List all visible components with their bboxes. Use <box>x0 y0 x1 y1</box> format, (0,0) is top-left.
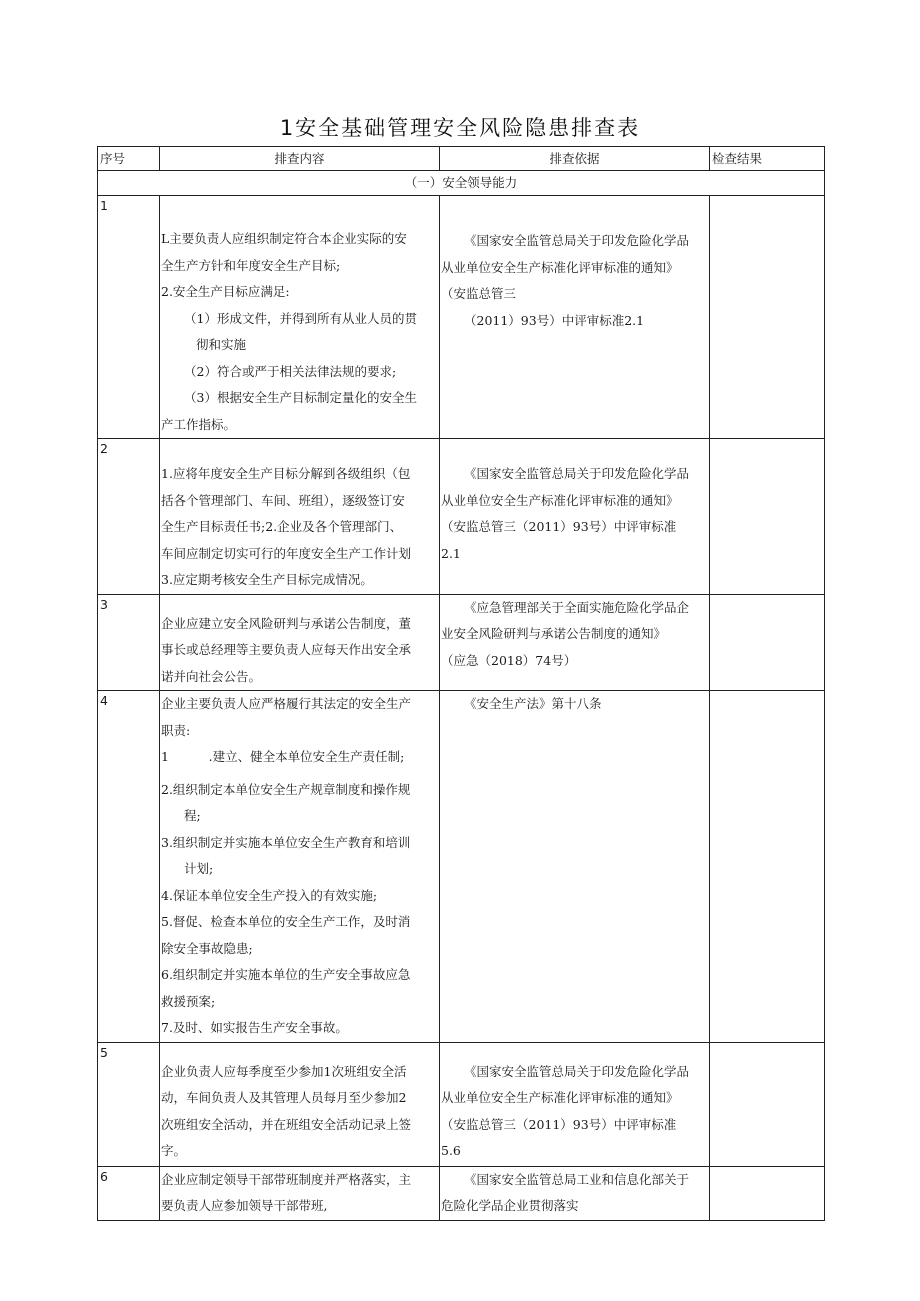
row-result <box>710 439 825 595</box>
header-no: 序号 <box>98 147 160 171</box>
content-line: 程; <box>184 808 201 823</box>
content-line: 3.应定期考核安全生产目标完成情况。 <box>161 572 373 587</box>
table-row <box>98 594 825 691</box>
content-line: 7.及时、如实报告生产安全事故。 <box>161 1020 348 1035</box>
basis-line: 《应急管理部关于全面实施危险化学品企 <box>464 599 690 615</box>
basis-line: 危险化学品企业贯彻落实 <box>441 1198 579 1213</box>
header-row <box>98 147 825 171</box>
table-row <box>98 1042 825 1166</box>
content-line: 救援预案; <box>161 993 216 1009</box>
page-title: 1安全基础管理安全风险隐患排查表 <box>279 116 641 140</box>
row-basis <box>440 1042 710 1166</box>
table-row <box>98 196 825 439</box>
table-row <box>98 1166 825 1220</box>
row-basis <box>440 594 710 691</box>
content-line: 5.督促、检查本单位的安全生产工作，及时消 <box>161 914 411 929</box>
basis-line: 5.6 <box>441 1143 461 1158</box>
row-no: 3 <box>98 594 160 691</box>
content-line: 企业负责人应每季度至少参加1次班组安全活 <box>161 1063 407 1079</box>
content-line: 2.组织制定本单位安全生产规章制度和操作规 <box>161 781 411 797</box>
basis-line: （安监总管三（2011）93号）中评审标准 <box>441 519 677 534</box>
row-no: 2 <box>98 439 160 595</box>
row-basis <box>440 439 710 595</box>
row-result <box>710 196 825 439</box>
content-line: 次班组安全活动，并在班组安全活动记录上签 <box>161 1116 412 1132</box>
content-line: 诺并向社会公告。 <box>161 668 262 684</box>
section-title: （一）安全领导能力 <box>98 171 825 196</box>
row-result <box>710 1042 825 1166</box>
content-line: 彻和实施 <box>196 337 247 352</box>
row-basis <box>440 691 710 1043</box>
content-line: 括各个管理部门、车间、班组），逐级签订安 <box>161 492 405 508</box>
content-line: 3.组织制定并实施本单位安全生产教育和培训 <box>161 834 411 850</box>
table-row <box>98 439 825 595</box>
header-content: 排查内容 <box>160 147 440 171</box>
content-line: （1）形成文件，并得到所有从业人员的贯 <box>184 310 417 326</box>
content-line: L主要负责人应组织制定符合本企业实际的安 <box>161 231 407 246</box>
content-line: 企业主要负责人应严格履行其法定的安全生产 <box>161 696 412 711</box>
basis-line: 《安全生产法》第十八条 <box>464 696 602 711</box>
row-content <box>160 439 440 595</box>
basis-line: （安监总管三（2011）93号）中评审标准 <box>441 1116 677 1132</box>
row-result <box>710 594 825 691</box>
basis-line: （应急（2018）74号） <box>441 652 577 668</box>
basis-line: 《国家安全监管总局关于印发危险化学品 <box>464 1063 690 1079</box>
header-result: 检查结果 <box>710 147 825 171</box>
basis-line: 《国家安全监管总局工业和信息化部关于 <box>464 1171 690 1187</box>
row-content <box>160 1042 440 1166</box>
content-line: （3）根据安全生产目标制定量化的安全生 <box>184 390 417 405</box>
content-line: 2.安全生产目标应满足: <box>161 284 290 299</box>
basis-line: 2.1 <box>441 545 461 561</box>
content-line: 计划; <box>184 861 214 876</box>
row-no: 1 <box>98 196 160 439</box>
row-content <box>160 196 440 439</box>
row-content <box>160 1166 440 1220</box>
row-basis <box>440 1166 710 1220</box>
row-content <box>160 594 440 691</box>
content-line: 全生产目标责任书;2.企业及各个管理部门、 <box>161 519 403 534</box>
content-line: 职责: <box>161 722 191 738</box>
row-no: 5 <box>98 1042 160 1166</box>
basis-line: （2011）93号）中评审标准2.1 <box>464 312 645 328</box>
basis-line: 《国家安全监管总局关于印发危险化学品 <box>464 466 690 481</box>
content-line: 企业应制定领导干部带班制度并严格落实，主 <box>161 1171 412 1187</box>
content-line: 企业应建立安全风险研判与承诺公告制度，董 <box>161 615 412 631</box>
content-line: 全生产方针和年度安全生产目标; <box>161 257 341 273</box>
row-no: 4 <box>98 691 160 1043</box>
content-line: 4.保证本单位安全生产投入的有效实施; <box>161 887 378 903</box>
content-line: 动，车间负责人及其管理人员每月至少参加2 <box>161 1090 407 1105</box>
basis-line: 从业单位安全生产标准化评审标准的通知》 <box>441 1090 679 1105</box>
row-result <box>710 1166 825 1220</box>
header-basis: 排查依据 <box>440 147 710 171</box>
row-no: 6 <box>98 1166 160 1220</box>
hazard-checklist-table <box>97 146 825 1221</box>
content-line: 产工作指标。 <box>161 416 237 432</box>
section-row <box>98 171 825 196</box>
content-line: 除安全事故隐患; <box>161 940 253 956</box>
content-line: 字。 <box>161 1143 187 1158</box>
basis-line: 从业单位安全生产标准化评审标准的通知》 <box>441 259 679 275</box>
content-line: 1.应将年度安全生产目标分解到各级组织（包 <box>161 466 411 481</box>
content-line: 事长或总经理等主要负责人应每天作出安全承 <box>161 642 412 657</box>
table-row <box>98 691 825 1043</box>
basis-line: 从业单位安全生产标准化评审标准的通知》 <box>441 492 679 508</box>
content-line: 6.组织制定并实施本单位的生产安全事故应急 <box>161 967 411 982</box>
content-line: 要负责人应参加领导干部带班, <box>161 1198 328 1213</box>
basis-line: 业安全风险研判与承诺公告制度的通知》 <box>441 626 667 641</box>
content-line: （2）符合或严于相关法律法规的要求; <box>184 363 397 379</box>
basis-line: （安监总管三 <box>441 286 517 301</box>
content-line: 车间应制定切实可行的年度安全生产工作计划 <box>161 545 412 561</box>
basis-line: 《国家安全监管总局关于印发危险化学品 <box>464 233 690 248</box>
row-content <box>160 691 440 1043</box>
row-result <box>710 691 825 1043</box>
row-basis <box>440 196 710 439</box>
content-line: 1 .建立、健全本单位安全生产责任制; <box>161 749 405 764</box>
